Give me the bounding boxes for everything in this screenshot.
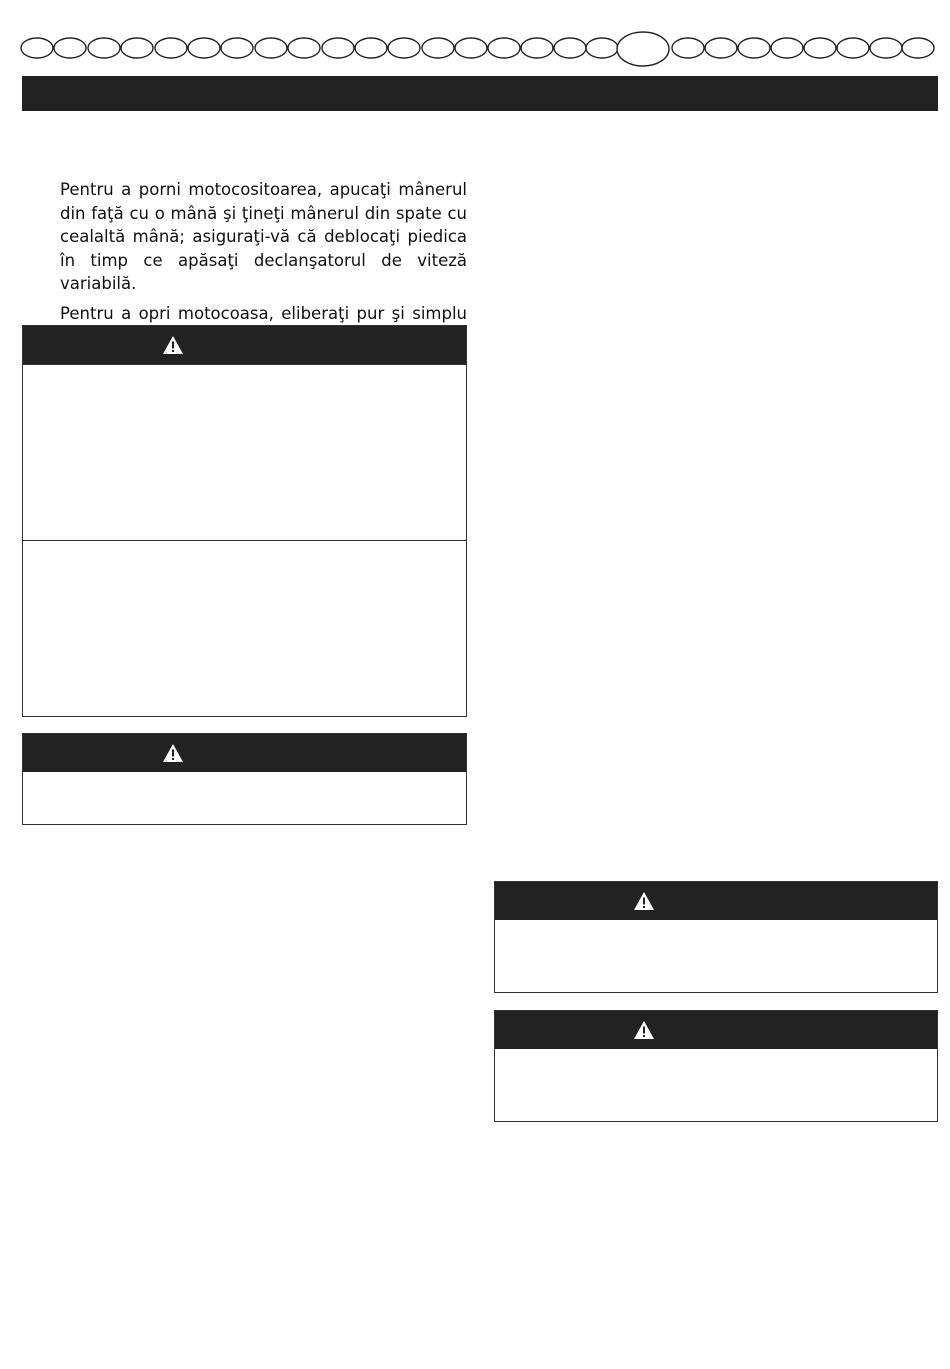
warning-triangle-icon [162,743,184,763]
warning-section [23,540,466,718]
warning-triangle-icon [162,335,184,355]
language-tab-selected[interactable] [617,32,669,66]
warning-box [494,1010,938,1122]
language-tab[interactable] [288,38,320,58]
warning-section [23,364,466,540]
warning-box [494,881,938,993]
section-header-bar [22,76,938,111]
warning-header [495,882,937,920]
language-tab[interactable] [902,38,934,58]
language-tab[interactable] [422,38,454,58]
language-tab[interactable] [870,38,902,58]
language-tab[interactable] [54,38,86,58]
language-tab[interactable] [121,38,153,58]
warning-header [23,326,466,364]
language-tab[interactable] [554,38,586,58]
language-tab[interactable] [672,38,704,58]
language-tab[interactable] [322,38,354,58]
language-tab[interactable] [488,38,520,58]
start-instructions-paragraph: Pentru a porni motocositoarea, apucaţi mânerul din faţă cu o mână şi ţineţi mânerul din spate cu cealaltă mână; asiguraţi-vă că deblocaţi piedica în timp ce apăsaţi declanşatorul de viteză variabilă. [60,180,467,293]
language-tab[interactable] [221,38,253,58]
language-tab[interactable] [771,38,803,58]
language-tab[interactable] [804,38,836,58]
warning-header [495,1011,937,1049]
language-tab[interactable] [388,38,420,58]
stop-instructions-paragraph: Pentru a opri motocoasa, eliberaţi pur şi simplu [60,303,467,323]
warning-triangle-icon [633,891,655,911]
language-tab-strip[interactable] [0,0,950,72]
language-tab[interactable] [705,38,737,58]
language-tab[interactable] [355,38,387,58]
language-tab[interactable] [188,38,220,58]
language-tab[interactable] [586,38,618,58]
warning-header [23,734,466,772]
language-tab[interactable] [738,38,770,58]
warning-triangle-icon [633,1020,655,1040]
language-tab[interactable] [255,38,287,58]
language-tab[interactable] [455,38,487,58]
language-tab[interactable] [21,38,53,58]
warning-box [22,325,467,717]
language-tab[interactable] [521,38,553,58]
language-tab[interactable] [837,38,869,58]
language-tab[interactable] [88,38,120,58]
language-tab[interactable] [155,38,187,58]
warning-box [22,733,467,825]
